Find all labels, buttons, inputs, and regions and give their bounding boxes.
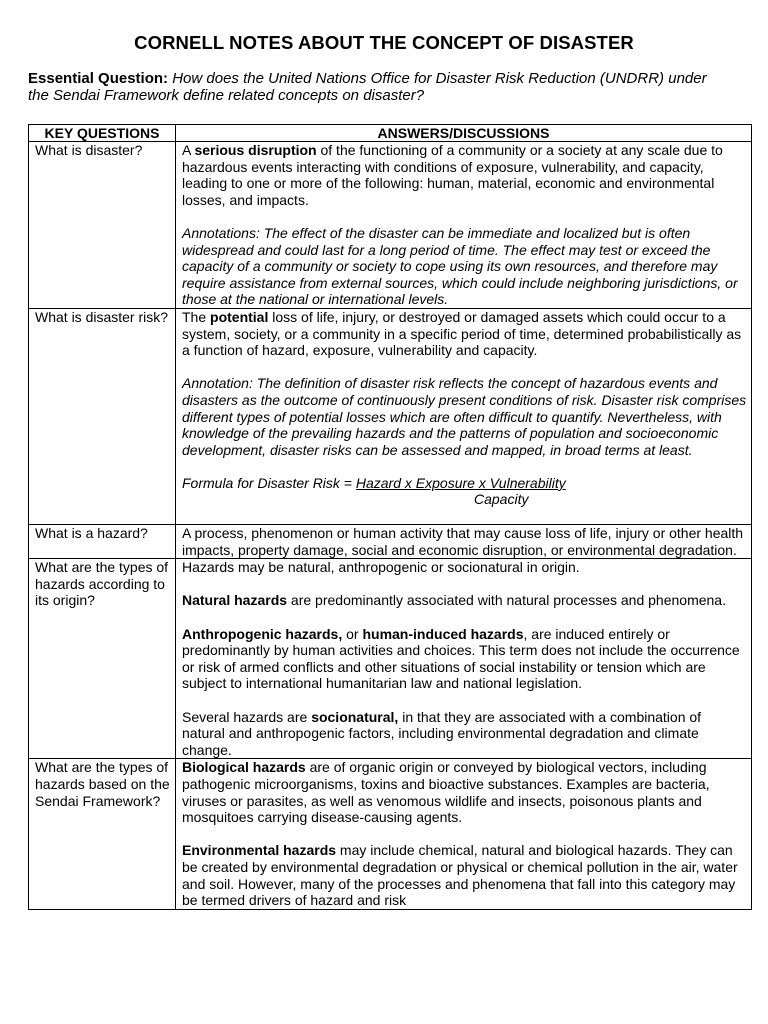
- answer-bold-term: Biological hazards: [182, 759, 306, 776]
- table-row: [29, 308, 752, 524]
- spacer: [182, 508, 747, 524]
- answer-bold-term: Environmental hazards: [182, 842, 337, 859]
- essential-question-text: How does the United Nations Office for Disaster Risk Reduction (UNDRR) under the Sendai Framework define related concepts on disaster?: [28, 70, 707, 104]
- essential-question: [28, 70, 728, 104]
- answer-text: A: [182, 142, 195, 158]
- essential-question-label: Essential Question:: [28, 70, 169, 87]
- answer-paragraph: [182, 626, 747, 692]
- answer-annotation: Annotations: The effect of the disaster can be immediate and localized but is often widespread and could last for a long period of time. The effect may test or exceed the capacity of a community or society to cope using its own resources, and therefore may require assistance from external sources, which could include neighboring jurisdictions, or those at the national or international levels.: [182, 224, 738, 308]
- answer-text: in that they are associated with a combination of natural and anthropogenic factors, including environmental degradation and climate change.: [182, 708, 702, 758]
- answer-definition: [182, 142, 747, 208]
- answer-bold-term: socionatural,: [311, 708, 399, 725]
- answer-text: loss of life, injury, or destroyed or damaged assets which could occur to a system, society, or a community in a specific period of time, determined probabilistically as a function of hazard, exposure, vulnerability and capacity.: [182, 308, 742, 359]
- key-question: What is disaster risk?: [29, 308, 176, 524]
- answer-bold-term: human-induced hazards: [362, 625, 524, 642]
- answer-text: may include chemical, natural and biological hazards. They can be created by environmental degradation or physical or chemical pollution in the air, water and soil. However, many of the processes and phenomena that fall into this category may be termed drivers of hazard and risk: [182, 842, 738, 909]
- answer-paragraph: [182, 842, 747, 908]
- answer-bold-term: Anthropogenic hazards,: [182, 625, 343, 642]
- answer-paragraph: [182, 592, 747, 609]
- key-question: What are the types of hazards based on the Sendai Framework?: [29, 759, 176, 909]
- key-question: What is disaster?: [29, 142, 176, 309]
- risk-formula: [182, 475, 747, 492]
- answer-paragraph: [182, 709, 747, 759]
- table-row: [29, 142, 752, 309]
- answer-cell: [176, 525, 752, 559]
- table-row: [29, 559, 752, 759]
- table-row: [29, 759, 752, 909]
- header-key-questions: KEY QUESTIONS: [29, 125, 176, 142]
- answer-text: The: [182, 308, 211, 325]
- answer-definition: A process, phenomenon or human activity that may cause loss of life, injury or other health impacts, property damage, social and economic disruption, or environmental degradation.: [182, 525, 744, 558]
- answer-bold-term: potential: [210, 308, 269, 325]
- answer-cell: [176, 759, 752, 909]
- formula-numerator: Hazard x Exposure x Vulnerability: [355, 474, 566, 491]
- header-answers: ANSWERS/DISCUSSIONS: [176, 125, 752, 142]
- answer-bold-term: Natural hazards: [182, 592, 288, 609]
- formula-denominator: Capacity: [474, 491, 529, 508]
- formula-label: Formula for Disaster Risk =: [182, 474, 356, 491]
- answer-annotation: Annotation: The definition of disaster risk reflects the concept of hazardous events and disasters as the outcome of continuously present conditions of risk. Disaster risk comprises different types of potential losses which are often difficult to quantify. Nevertheless, with knowledge of the prevailing hazards and the patterns of population and socioeconomic development, disaster risks can be assessed and mapped, in broad terms at least.: [182, 375, 747, 458]
- page-title: CORNELL NOTES ABOUT THE CONCEPT OF DISASTER: [134, 32, 634, 53]
- answer-bold-term: serious disruption: [194, 142, 317, 158]
- cornell-notes-table: [28, 124, 752, 910]
- answer-cell: [176, 308, 752, 524]
- answer-text: of the functioning of a community or a society at any scale due to hazardous events interacting with conditions of exposure, vulnerability, and capacity, leading to one or more of the following: human, material, economic and environmental losses, and impacts.: [182, 142, 723, 208]
- answer-paragraph: Hazards may be natural, anthropogenic or socionatural in origin.: [182, 559, 580, 576]
- answer-text: are of organic origin or conveyed by biological vectors, including pathogenic microorganisms, toxins and bioactive substances. Examples are bacteria, viruses or parasites, as well as venomous wildlife and insects, poisonous plants and mosquitoes carrying disease-causing agents.: [182, 759, 710, 826]
- answer-text: are predominantly associated with natural processes and phenomena.: [287, 592, 726, 609]
- answer-paragraph: [182, 759, 747, 825]
- table-header-row: [29, 125, 752, 142]
- table-row: [29, 525, 752, 559]
- answer-text: Several hazards are: [182, 708, 312, 725]
- answer-text: or: [342, 625, 363, 642]
- answer-definition: [182, 309, 747, 359]
- answer-cell: [176, 559, 752, 759]
- key-question: What is a hazard?: [29, 525, 176, 559]
- answer-text: , are induced entirely or predominantly by human activities and choices. This term does not include the occurrence or risk of armed conflicts and other situations of social instability or tension which are subject to international humanitarian law and national legislation.: [182, 625, 740, 692]
- answer-cell: [176, 142, 752, 309]
- key-question: What are the types of hazards according to its origin?: [29, 559, 176, 759]
